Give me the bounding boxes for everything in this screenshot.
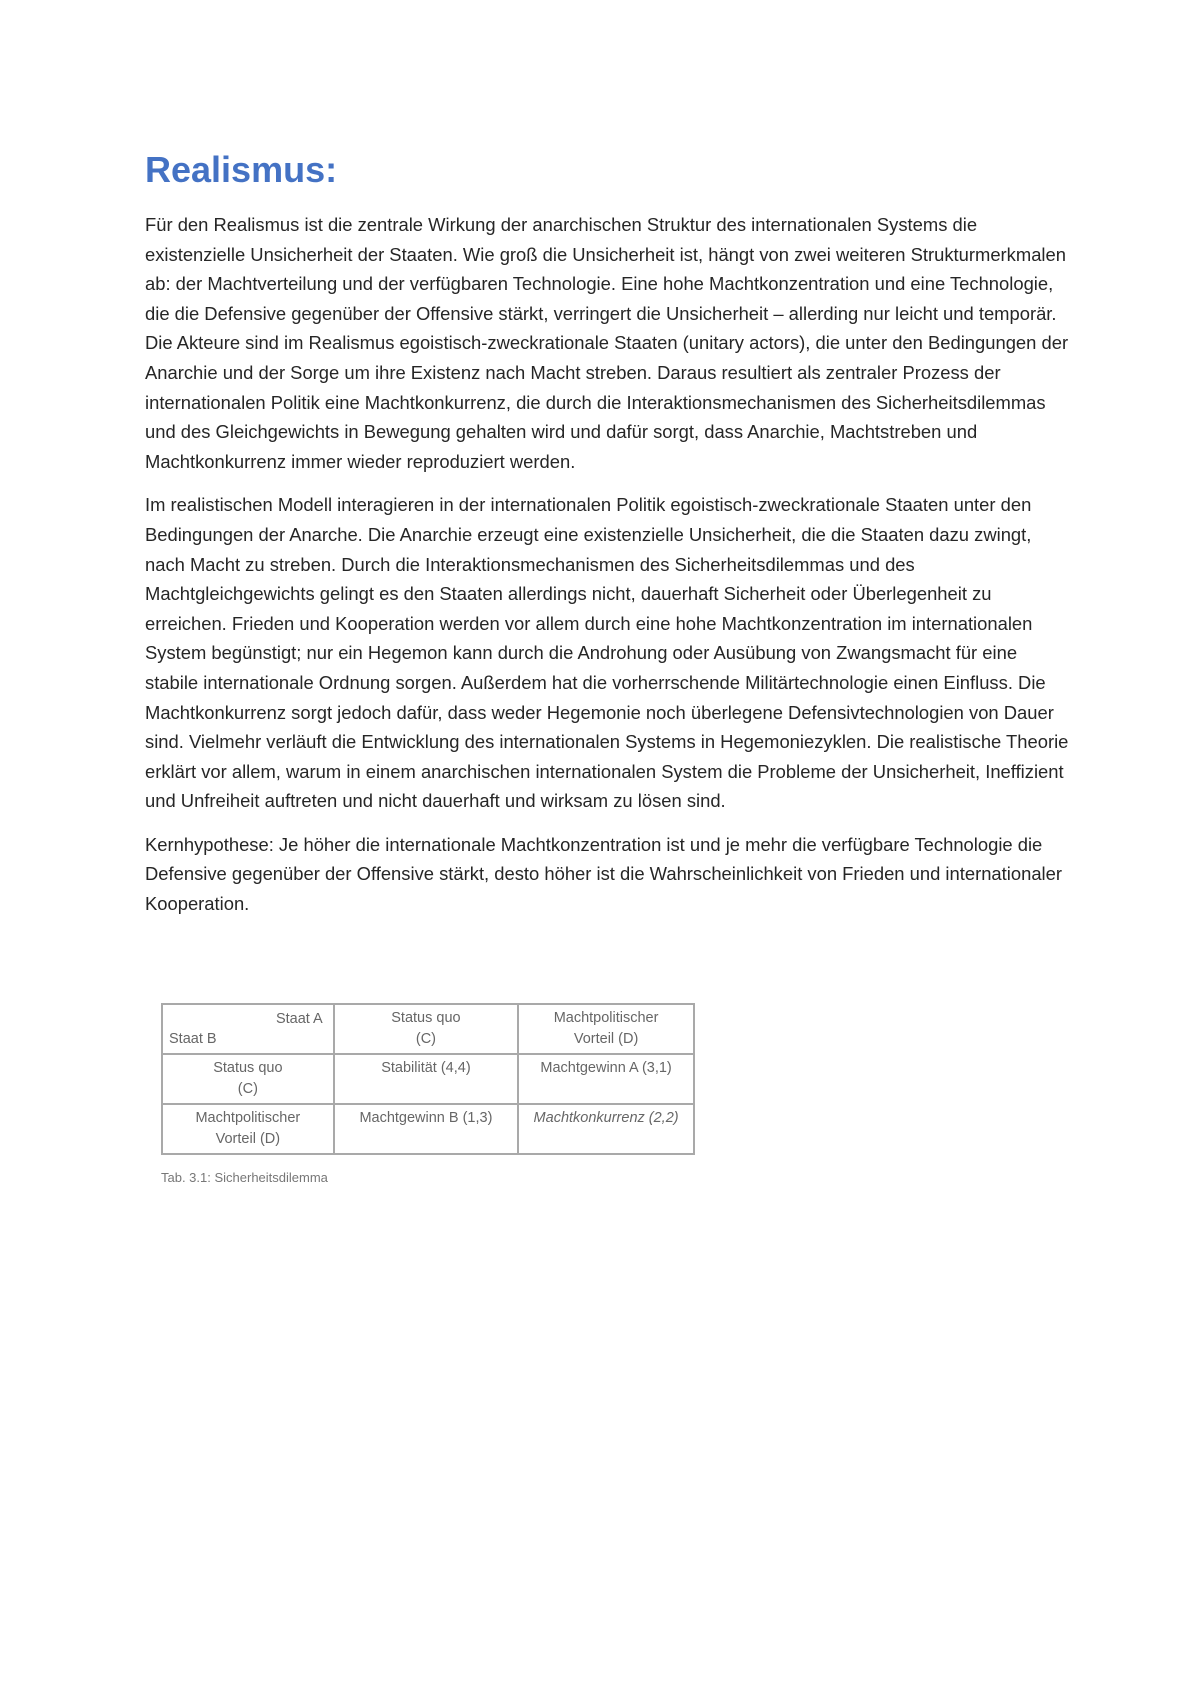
row-header-line: Status quo [213,1060,283,1076]
row-header-line: Vorteil (D) [215,1131,281,1147]
corner-label-state-a: Staat A [275,1011,323,1027]
column-header-line: Machtpolitischer [553,1010,659,1026]
column-header-line: Status quo [391,1010,461,1026]
table-row [162,1054,694,1104]
row-header-line: (C) [237,1081,258,1097]
corner-label-state-b: Staat B [169,1031,217,1047]
paragraph-realismus-overview: Für den Realismus ist die zentrale Wirkung der anarchischen Struktur des internationalen Systems die existenzielle Unsicherheit der Staaten. Wie groß die Unsicherheit ist, hängt von zwei weiteren Strukturmerkmalen ab: der Machtverteilung und der verfügbaren Technologie. Eine hohe Machtkonzentration und eine Technologie, die die Defensive gegenüber der Offensive stärkt, verringert die Unsicherheit – allerding nur leicht und temporär. Die Akteure sind im Realismus egoistisch-zweckrationale Staaten (unitary actors), die unter den Bedingungen der Anarchie und der Sorge um ihre Existenz nach Macht streben. Daraus resultiert als zentraler Prozess der internationalen Politik eine Machtkonkurrenz, die durch die Interaktionsmechanismen des Sicherheitsdilemmas und des Gleichgewichts in Bewegung gehalten wird und dafür sorgt, dass Anarchie, Machtstreben und Machtkonkurrenz immer wieder reproduziert werden. [145,214,1069,472]
table-cell: Machtgewinn B (1,3) [334,1104,518,1154]
table-corner-cell [162,1004,334,1054]
column-header-line: (C) [415,1031,436,1047]
table-header-row [162,1004,694,1054]
table-cell: Stabilität (4,4) [334,1054,518,1104]
paragraph-core-hypothesis: Kernhypothese: Je höher die internationale Machtkonzentration ist und je mehr die verfügbare Technologie die Defensive gegenüber der Offensive stärkt, desto höher ist die Wahrscheinlichkeit von Frieden und internationaler Kooperation. [145,833,1062,915]
row-header-line: Machtpolitischer [195,1110,301,1126]
figure-caption: Tab. 3.1: Sicherheitsdilemma [161,1170,328,1185]
row-header-power-advantage [162,1104,334,1154]
table-row [162,1104,694,1154]
column-header-power-advantage [518,1004,694,1054]
document-title: Realismus: [145,149,338,190]
table-cell: Machtkonkurrenz (2,2) [518,1104,694,1154]
security-dilemma-table [161,1003,695,1155]
column-header-status-quo [334,1004,518,1054]
table-cell: Machtgewinn A (3,1) [518,1054,694,1104]
document-body [145,148,1070,933]
paragraph-realist-model: Im realistischen Modell interagieren in der internationalen Politik egoistisch-zweckrationale Staaten unter den Bedingungen der Anarche. Die Anarchie erzeugt eine existenzielle Unsicherheit, die die Staaten dazu zwingt, nach Macht zu streben. Durch die Interaktionsmechanismen des Sicherheitsdilemmas und des Machtgleichgewichts gelingt es den Staaten allerdings nicht, dauerhaft Sicherheit oder Überlegenheit zu erreichen. Frieden und Kooperation werden vor allem durch eine hohe Machtkonzentration im internationalen System begünstigt; nur ein Hegemon kann durch die Androhung oder Ausübung von Zwangsmacht für eine stabile internationale Ordnung sorgen. Außerdem hat die vorherrschende Militärtechnologie einen Einfluss. Die Machtkonkurrenz sorgt jedoch dafür, dass weder Hegemonie noch überlegene Defensivtechnologien von Dauer sind. Vielmehr verläuft die Entwicklung des internationalen Systems in Hegemoniezyklen. Die realistische Theorie erklärt vor allem, warum in einem anarchischen internationalen System die Probleme der Unsicherheit, Ineffizient und Unfreiheit auftreten und nicht dauerhaft und wirksam zu lösen sind. [145,494,1069,812]
row-header-status-quo [162,1054,334,1104]
security-dilemma-figure [161,1003,695,1187]
column-header-line: Vorteil (D) [573,1031,639,1047]
